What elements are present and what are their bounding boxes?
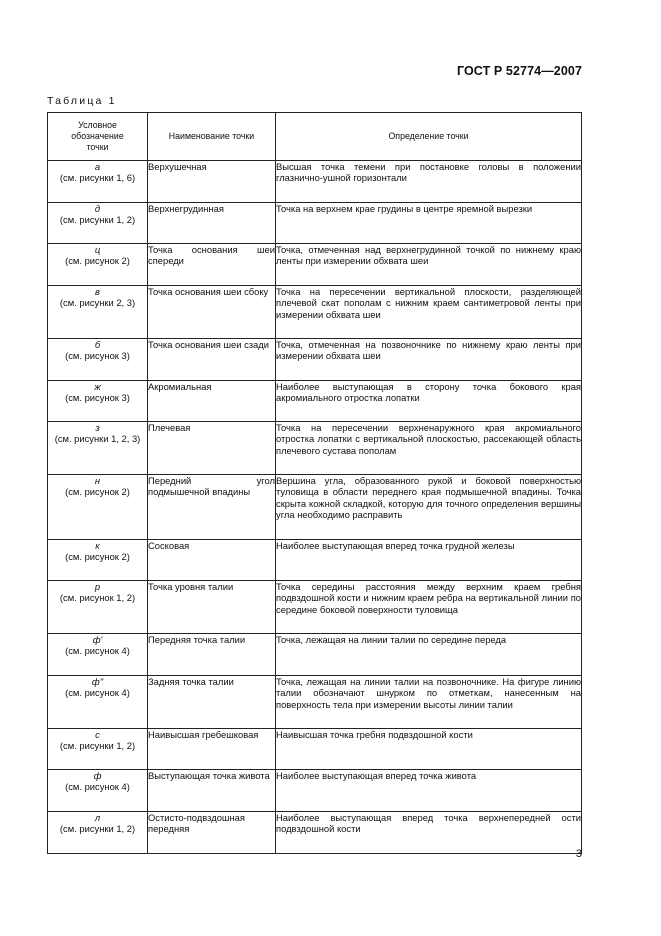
point-mark: ф" <box>91 676 104 687</box>
point-name: Верхушечная <box>148 161 276 203</box>
page-number: 3 <box>575 848 582 860</box>
point-definition: Наиболее выступающая вперед точка живота <box>276 770 582 812</box>
designation-cell <box>48 581 148 634</box>
point-mark: с <box>95 729 100 740</box>
point-mark: з <box>95 422 100 433</box>
point-definition: Точка, лежащая на линии талии на позвоночнике. На фигуре линию талии обозначают шнурком по отметкам, нанесенным на поверхность тела при измерении высоты линии талии <box>276 676 582 729</box>
point-mark: ф <box>93 770 102 781</box>
table-row <box>48 381 582 422</box>
designation-cell <box>48 244 148 286</box>
point-name: Точка основания шеи спереди <box>148 244 276 286</box>
point-mark: н <box>94 475 101 486</box>
designation-cell <box>48 634 148 676</box>
designation-cell <box>48 203 148 244</box>
header-designation: Условное обозначение точки <box>48 113 148 161</box>
figure-ref: (см. рисунки 1, 2) <box>59 823 136 835</box>
point-definition: Точка, лежащая на линии талии по середине переда <box>276 634 582 676</box>
point-mark: ц <box>94 244 101 255</box>
table-row <box>48 475 582 540</box>
point-name: Акромиальная <box>148 381 276 422</box>
table-row <box>48 770 582 812</box>
figure-ref: (см. рисунок 2) <box>65 486 130 498</box>
point-definition: Точка на пересечении вертикальной плоскости, разделяющей плечевой скат пополам с нижним краем сантиметровой ленты при измерении обхвата шеи <box>276 286 582 339</box>
designation-cell <box>48 812 148 854</box>
point-name: Точка основания шеи сбоку <box>148 286 276 339</box>
point-definition: Точка середины расстояния между верхним краем гребня подвздошной кости и нижним краем ребра на вертикальной линии по середине боковой поверхности туловища <box>276 581 582 634</box>
figure-ref: (см. рисунок 2) <box>65 551 130 563</box>
point-definition: Наивысшая точка гребня подвздошной кости <box>276 729 582 770</box>
table-row <box>48 161 582 203</box>
header-name: Наименование точки <box>148 113 276 161</box>
figure-ref: (см. рисунок 3) <box>65 350 130 362</box>
table-row <box>48 634 582 676</box>
header-definition: Определение точки <box>276 113 582 161</box>
table-row <box>48 339 582 381</box>
figure-ref: (см. рисунки 1, 2, 3) <box>54 433 141 445</box>
designation-cell <box>48 540 148 581</box>
designation-cell <box>48 422 148 475</box>
designation-cell <box>48 339 148 381</box>
figure-ref: (см. рисунки 2, 3) <box>59 297 136 309</box>
table-row <box>48 422 582 475</box>
point-name: Передняя точка талии <box>148 634 276 676</box>
point-name: Задняя точка талии <box>148 676 276 729</box>
figure-ref: (см. рисунок 4) <box>65 687 130 699</box>
point-definition: Точка, отмеченная на позвоночнике по нижнему краю ленты при измерении обхвата шеи <box>276 339 582 381</box>
table-caption: Таблица 1 <box>47 95 117 107</box>
document-header: ГОСТ Р 52774—2007 <box>456 64 582 78</box>
points-table <box>47 112 582 854</box>
table-row <box>48 286 582 339</box>
point-name: Наивысшая гребешковая <box>148 729 276 770</box>
point-name: Точка уровня талии <box>148 581 276 634</box>
designation-cell <box>48 770 148 812</box>
point-name: Верхнегрудинная <box>148 203 276 244</box>
point-mark: ф' <box>92 634 103 645</box>
point-definition: Точка, отмеченная над верхнегрудинной точкой по нижнему краю ленты при измерении обхвата шеи <box>276 244 582 286</box>
figure-ref: (см. рисунки 1, 2) <box>59 214 136 226</box>
table-row <box>48 676 582 729</box>
point-mark: р <box>94 581 101 592</box>
point-name: Плечевая <box>148 422 276 475</box>
point-definition: Наиболее выступающая вперед точка грудной железы <box>276 540 582 581</box>
point-definition: Точка на пересечении верхненаружного края акромиального отростка лопатки с вертикальной плоскостью, рассекающей область плечевого сустава пополам <box>276 422 582 475</box>
figure-ref: (см. рисунок 4) <box>65 781 130 793</box>
table-row <box>48 581 582 634</box>
point-name: Сосковая <box>148 540 276 581</box>
point-definition: Наиболее выступающая в сторону точка бокового края акромиального отростка лопатки <box>276 381 582 422</box>
point-mark: к <box>95 540 100 551</box>
point-definition: Высшая точка темени при постановке головы в положении глазнично-ушной горизонтали <box>276 161 582 203</box>
designation-cell <box>48 729 148 770</box>
table-row <box>48 244 582 286</box>
point-name: Выступающая точка живота <box>148 770 276 812</box>
designation-cell <box>48 381 148 422</box>
table-header-row <box>48 113 582 161</box>
figure-ref: (см. рисунок 4) <box>65 645 130 657</box>
point-mark: л <box>94 812 101 823</box>
point-definition: Наиболее выступающая вперед точка верхнепередней ости подвздошной кости <box>276 812 582 854</box>
table-row <box>48 540 582 581</box>
designation-cell <box>48 475 148 540</box>
designation-cell <box>48 676 148 729</box>
point-definition: Вершина угла, образованного рукой и боковой поверхностью туловища в области переднего края подмышечной впадины. Точка скрыта кожной складкой, которую для точного определения вершины угла необходимо расправить <box>276 475 582 540</box>
designation-cell <box>48 286 148 339</box>
point-name: Передний угол подмышечной впадины <box>148 475 276 540</box>
figure-ref: (см. рисунок 1, 2) <box>59 592 136 604</box>
point-mark: ж <box>94 381 101 392</box>
designation-cell <box>48 161 148 203</box>
point-mark: б <box>94 339 101 350</box>
table-row <box>48 812 582 854</box>
table-row <box>48 203 582 244</box>
figure-ref: (см. рисунки 1, 6) <box>59 172 136 184</box>
point-name: Остисто-подвздошная передняя <box>148 812 276 854</box>
point-definition: Точка на верхнем крае грудины в центре яремной вырезки <box>276 203 582 244</box>
point-mark: д <box>94 203 101 214</box>
figure-ref: (см. рисунки 1, 2) <box>59 740 136 752</box>
figure-ref: (см. рисунок 3) <box>65 392 130 404</box>
table-row <box>48 729 582 770</box>
point-mark: а <box>94 161 101 172</box>
point-mark: в <box>95 286 100 297</box>
figure-ref: (см. рисунок 2) <box>65 255 130 267</box>
point-name: Точка основания шеи сзади <box>148 339 276 381</box>
